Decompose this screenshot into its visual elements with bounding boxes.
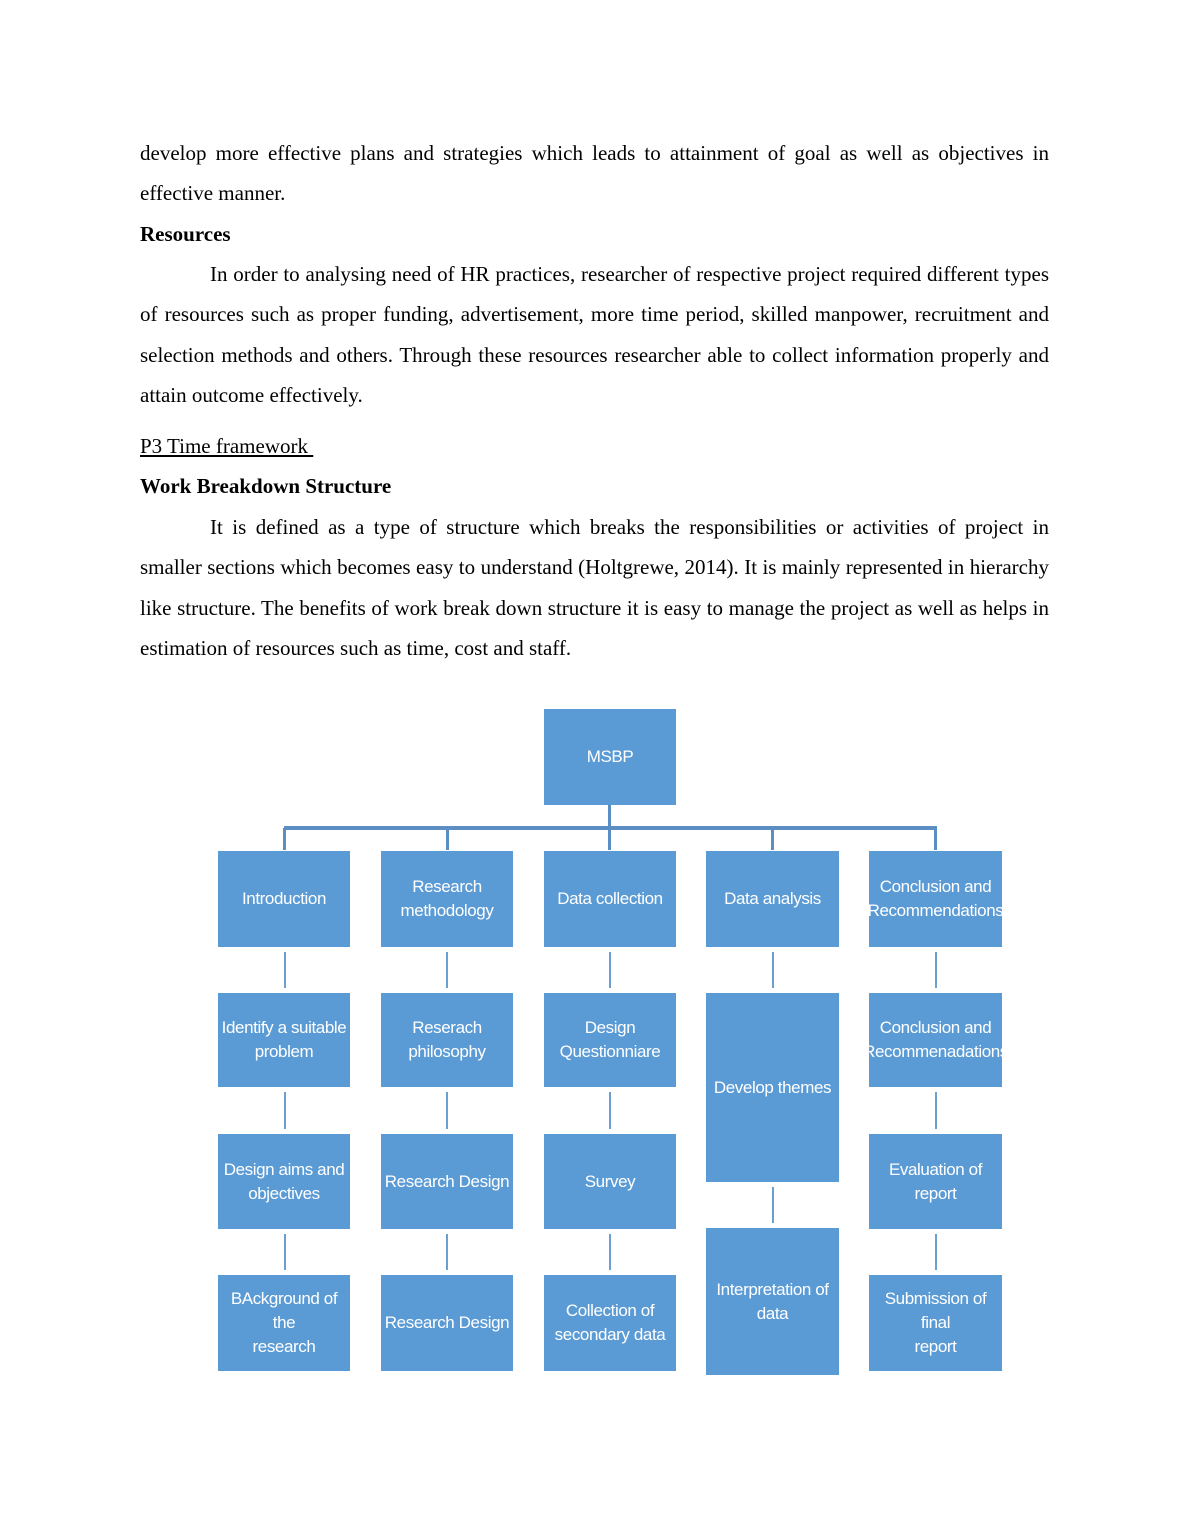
wbs-task-box: BAckground of the research xyxy=(218,1275,350,1371)
task-connector xyxy=(609,952,611,988)
wbs-task-box: Design aims and objectives xyxy=(218,1134,350,1229)
column-connector xyxy=(283,828,286,850)
wbs-task-box: Interpretation of data xyxy=(706,1228,839,1375)
wbs-task-box: Collection of secondary data xyxy=(544,1275,676,1371)
section-heading: P3 Time framework xyxy=(140,434,314,458)
wbs-header-data-collection: Data collection xyxy=(544,851,676,947)
task-connector xyxy=(609,1092,611,1129)
column-connector xyxy=(934,828,937,850)
wbs-heading: Work Breakdown Structure xyxy=(140,474,392,498)
wbs-task-box: Identify a suitable problem xyxy=(218,993,350,1087)
wbs-task-box: Survey xyxy=(544,1134,676,1229)
wbs-root-box: MSBP xyxy=(544,709,676,805)
task-connector xyxy=(446,952,448,988)
column-connector xyxy=(608,828,611,850)
intro-paragraph: develop more effective plans and strategies which leads to attainment of goal as well as objectives in effective manner. xyxy=(140,141,1049,206)
task-connector xyxy=(935,1092,937,1129)
column-connector xyxy=(446,828,449,850)
task-connector xyxy=(284,952,286,988)
wbs-task-box: Research Design xyxy=(381,1275,513,1371)
wbs-paragraph: It is defined as a type of structure which breaks the responsibilities or activities of project in smaller sections which becomes easy to understand (Holtgrewe, 2014). It is mainly represented in hierarchy like structure. The benefits of work break down structure it is easy to manage the project as well as helps in estimation of resources such as time, cost and staff. xyxy=(140,515,1049,660)
resources-paragraph: In order to analysing need of HR practices, researcher of respective project required different types of resources such as proper funding, advertisement, more time period, skilled manpower, recruitment and selection methods and others. Through these resources researcher able to collect information properly and attain outcome effectively. xyxy=(140,262,1049,407)
wbs-task-box: Submission of final report xyxy=(869,1275,1002,1371)
wbs-task-box: Research Design xyxy=(381,1134,513,1229)
wbs-header-conclusion: Conclusion and Recommendations xyxy=(869,851,1002,947)
wbs-header-data-analysis: Data analysis xyxy=(706,851,839,947)
task-connector xyxy=(446,1234,448,1270)
resources-heading: Resources xyxy=(140,222,231,246)
wbs-header-research-methodology: Research methodology xyxy=(381,851,513,947)
wbs-task-box: Reserach philosophy xyxy=(381,993,513,1087)
wbs-task-box: Design Questionniare xyxy=(544,993,676,1087)
task-connector xyxy=(609,1234,611,1270)
task-connector xyxy=(284,1092,286,1129)
wbs-task-box: Develop themes xyxy=(706,993,839,1182)
task-connector xyxy=(772,1187,774,1223)
task-connector xyxy=(446,1092,448,1129)
wbs-task-box: Conclusion and Recommenadations xyxy=(869,993,1002,1087)
task-connector xyxy=(935,1234,937,1270)
wbs-task-box: Evaluation of report xyxy=(869,1134,1002,1229)
wbs-header-introduction: Introduction xyxy=(218,851,350,947)
column-connector xyxy=(771,828,774,850)
task-connector xyxy=(284,1234,286,1270)
task-connector xyxy=(772,952,774,988)
task-connector xyxy=(935,952,937,988)
